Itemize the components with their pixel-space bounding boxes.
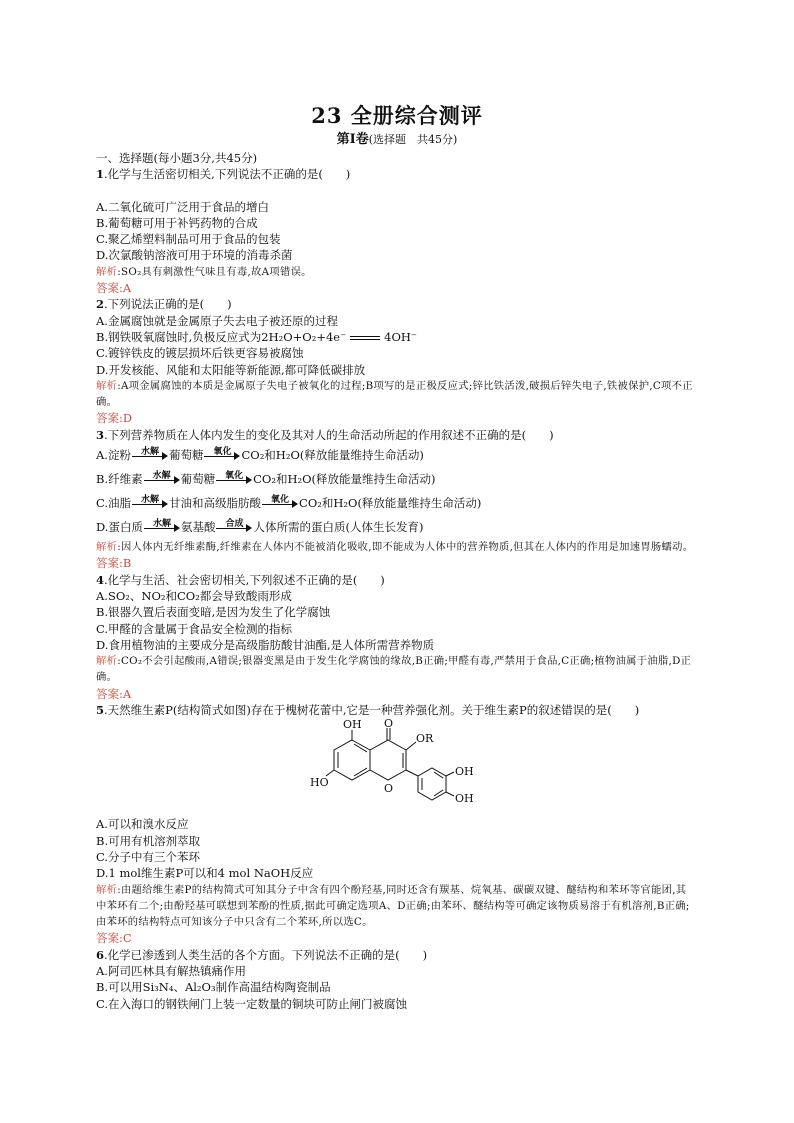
analysis-text: :由题给维生素P的结构简式可知其分子中含有四个酚羟基,同时还含有羰基、烷氧基、碳碳双键、醚结构和苯环等官能团,其中苯环有二个;由酚羟基可联想到苯酚的性质,据此可确定选项A、D正确;由苯环、醚结构等可确定该物质易溶于有机溶剂,B正确;由苯环的结构特点可知该分子中只含有二个苯环,所以选C。 <box>96 883 690 929</box>
question-4-answer: 答案:A <box>96 686 132 701</box>
structure-label: O <box>384 717 394 731</box>
option-a-start: A.淀粉 <box>96 448 131 463</box>
question-4-stem <box>96 572 696 588</box>
question-5-stem <box>96 702 696 718</box>
page-subtitle <box>0 128 794 147</box>
question-5-option-b: B.可用有机溶剂萃取 <box>96 833 201 848</box>
option-b-middle: 葡萄糖 <box>180 472 216 487</box>
question-3-option-b <box>96 467 696 491</box>
question-1-answer: 答案:A <box>96 281 132 296</box>
structure-label: OH <box>455 765 474 779</box>
question-2-text: .下列说法正确的是( ) <box>104 297 232 312</box>
question-2-answer: 答案:D <box>96 411 133 426</box>
question-4-number: 4 <box>96 572 105 587</box>
question-1-stem <box>96 166 696 182</box>
analysis-tag: 解析 <box>96 655 118 668</box>
question-1-analysis <box>96 264 696 280</box>
question-4-option-a: A.SO₂、NO₂和CO₂都会导致酸雨形成 <box>96 588 292 603</box>
question-5-option-d: D.1 mol维生素P可以和4 mol NaOH反应 <box>96 866 314 881</box>
analysis-text: :CO₂不会引起酸雨,A错误;银器变黑是由于发生化学腐蚀的缘故,B正确;甲醛有毒,严禁用于食品,C正确;植物油属于油脂,D正确。 <box>96 655 692 684</box>
structural-formula-svg <box>312 718 482 814</box>
vitamin-p-structure-diagram <box>96 718 696 816</box>
analysis-text: :A项金属腐蚀的本质是金属原子失电子被氧化的过程;B项写的是正极反应式;锌比铁活泼,破损后锌失电子,铁被保护,C项不正确。 <box>96 379 693 409</box>
structure-label: OH <box>343 718 362 732</box>
analysis-text: :SO₂具有刺激性气味且有毒,故A项错误。 <box>117 265 312 278</box>
arrow-label: 水解 <box>140 447 159 458</box>
arrow-label: 氧化 <box>213 447 232 458</box>
subtitle-main: 第Ⅰ卷 <box>336 132 369 147</box>
structure-label: O <box>384 782 394 796</box>
section-heading: 一、选择题(每小题3分,共45分) <box>96 151 258 165</box>
question-3-option-c <box>96 491 696 515</box>
question-5-option-a: A.可以和溴水反应 <box>96 817 189 832</box>
question-1-number: 1 <box>96 167 105 182</box>
oxidation-arrow-icon <box>204 447 240 462</box>
option-d-end: 人体所需的蛋白质(人体生长发育) <box>253 520 424 535</box>
question-5-option-c: C.分子中有三个苯环 <box>96 849 201 864</box>
option-a-end: CO₂和H₂O(释放能量维持生命活动) <box>241 448 424 463</box>
option-d-middle: 氨基酸 <box>180 520 216 535</box>
question-6-text: .化学已渗透到人类生活的各个方面。下列说法不正确的是( ) <box>104 947 428 962</box>
arrow-label: 水解 <box>152 471 171 482</box>
option-b-end: CO₂和H₂O(释放能量维持生命活动) <box>253 472 436 487</box>
question-6-option-a: A.阿司匹林具有解热镇痛作用 <box>96 963 246 978</box>
question-2-number: 2 <box>96 297 105 312</box>
question-5-text: .天然维生素P(结构简式如图)存在于槐树花蕾中,它是一种营养强化剂。关于维生素P的叙述错误的是( ) <box>104 703 640 718</box>
option-c-end: CO₂和H₂O(释放能量维持生命活动) <box>299 496 482 511</box>
question-2-option-c: C.镀锌铁皮的镀层损坏后铁更容易被腐蚀 <box>96 346 304 361</box>
question-5-analysis <box>96 882 696 931</box>
question-2-option-a: A.金属腐蚀就是金属原子失去电子被还原的过程 <box>96 313 338 328</box>
question-2-option-d: D.开发核能、风能和太阳能等新能源,都可降低碳排放 <box>96 362 366 377</box>
option-b-start: B.纤维素 <box>96 472 143 487</box>
analysis-tag: 解析 <box>96 379 118 392</box>
question-6-option-b: B.可以用Si₃N₄、Al₂O₃制作高温结构陶瓷制品 <box>96 980 331 995</box>
arrow-label: 水解 <box>152 519 171 530</box>
question-4-option-d: D.食用植物油的主要成分是高级脂肪酸甘油酯,是人体所需营养物质 <box>96 637 435 652</box>
arrow-label: 氧化 <box>225 471 244 482</box>
option-b-left: B.钢铁吸氧腐蚀时,负极反应式为2H₂O+O₂+4e⁻ <box>96 329 347 344</box>
question-1-text: .化学与生活密切相关,下列说法不正确的是( ) <box>104 167 351 182</box>
option-b-right: 4OH⁻ <box>384 329 417 344</box>
question-1-option-d: D.次氯酸钠溶液可用于环境的消毒杀菌 <box>96 248 293 263</box>
option-d-start: D.蛋白质 <box>96 520 143 535</box>
question-3-analysis <box>96 539 696 555</box>
option-c-middle: 甘油和高级脂肪酸 <box>169 496 262 511</box>
question-4-option-b: B.银器久置后表面变暗,是因为发生了化学腐蚀 <box>96 605 331 620</box>
synthesis-arrow-icon <box>216 519 252 534</box>
hydrolysis-arrow-icon <box>132 447 168 462</box>
hydrolysis-arrow-icon <box>144 519 180 534</box>
question-1-option-c: C.聚乙烯塑料制品可用于食品的包装 <box>96 232 281 247</box>
question-6-stem <box>96 947 696 963</box>
question-4-text: .化学与生活、社会密切相关,下列叙述不正确的是( ) <box>104 572 385 587</box>
question-3-answer: 答案:B <box>96 556 132 571</box>
question-1-option-a: A.二氧化硫可广泛用于食品的增白 <box>96 199 269 214</box>
hydrolysis-arrow-icon <box>132 495 168 510</box>
question-3-option-a <box>96 443 696 467</box>
analysis-text: :因人体内无纤维素酶,纤维素在人体内不能被消化吸收,即不能成为人体中的营养物质,但其在人体内的作用是加速胃肠蠕动。 <box>117 541 694 554</box>
question-3-text: .下列营养物质在人体内发生的变化及其对人的生命活动所起的作用叙述不正确的是( ) <box>104 427 554 442</box>
question-4-analysis <box>96 653 696 686</box>
option-c-start: C.油脂 <box>96 496 132 511</box>
arrow-label: 水解 <box>141 495 160 506</box>
analysis-tag: 解析 <box>96 265 118 278</box>
question-5-number: 5 <box>96 703 105 718</box>
question-5-answer: 答案:C <box>96 931 132 946</box>
question-3-number: 3 <box>96 427 105 442</box>
oxidation-arrow-icon <box>216 471 252 486</box>
equals-sign-icon <box>350 336 380 340</box>
question-2-option-b <box>96 329 696 345</box>
arrow-label: 合成 <box>225 519 244 530</box>
oxidation-arrow-icon <box>262 495 298 510</box>
question-3-option-d <box>96 515 696 539</box>
question-4-option-c: C.甲醛的含量属于食品安全检测的指标 <box>96 621 293 636</box>
question-3-stem <box>96 427 696 443</box>
analysis-tag: 解析 <box>96 541 118 554</box>
option-a-middle: 葡萄糖 <box>168 448 204 463</box>
question-2-analysis <box>96 378 696 411</box>
question-1-option-b: B.葡萄糖可用于补钙药物的合成 <box>96 215 258 230</box>
arrow-label: 氧化 <box>271 495 290 506</box>
hydrolysis-arrow-icon <box>144 471 180 486</box>
structure-label: HO <box>310 776 329 790</box>
structure-label: OH <box>455 792 474 806</box>
analysis-tag: 解析 <box>96 883 118 896</box>
subtitle-note: (选择题 共45分) <box>368 133 458 146</box>
question-6-number: 6 <box>96 947 105 962</box>
question-2-stem <box>96 296 696 312</box>
page-title: 23 全册综合测评 <box>311 103 483 128</box>
question-6-option-c: C.在入海口的钢铁闸门上装一定数量的铜块可防止闸门被腐蚀 <box>96 996 408 1011</box>
structure-label: OR <box>416 732 434 746</box>
document-body <box>96 150 696 1012</box>
